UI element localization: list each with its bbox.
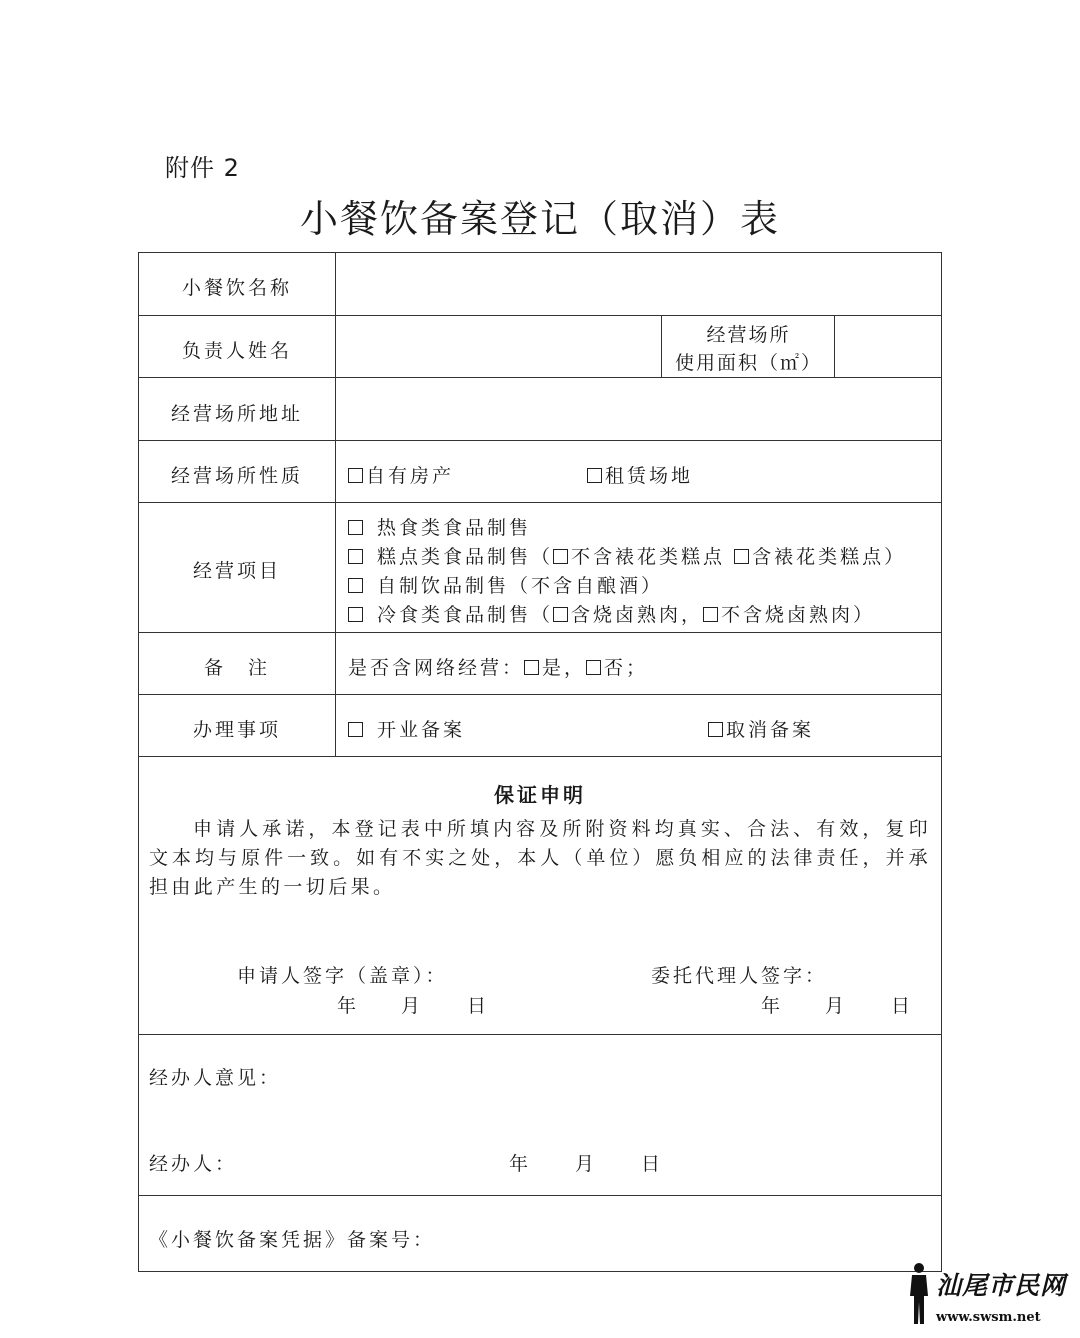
column-divider	[335, 253, 336, 756]
standing-person-icon	[906, 1262, 932, 1326]
checkbox[interactable]	[348, 468, 363, 483]
checkbox[interactable]	[703, 607, 718, 622]
small-catering-name-label: 小餐饮名称	[181, 277, 292, 299]
row-divider	[139, 694, 941, 695]
agent-signature-field[interactable]	[819, 953, 934, 987]
cold-food-item[interactable]: 冷食类食品制售（ 含烧卤熟肉， 不含烧卤熟肉）	[348, 600, 875, 627]
column-divider	[661, 315, 662, 377]
handler-date-year: 年	[509, 1153, 532, 1175]
pastry-item[interactable]: 糕点类食品制售（ 不含裱花类糕点 含裱花类糕点）	[348, 542, 906, 569]
business-items-label: 经营项目	[192, 560, 281, 582]
checkbox[interactable]	[348, 549, 363, 564]
applicant-date-month: 月	[401, 995, 424, 1017]
site-watermark	[902, 1262, 1072, 1332]
checkbox[interactable]	[734, 549, 749, 564]
checkbox[interactable]	[553, 549, 568, 564]
premises-address-field[interactable]	[337, 378, 941, 440]
registration-form	[138, 252, 942, 1272]
small-catering-name-field[interactable]	[337, 253, 941, 315]
online-business-question[interactable]: 是否含网络经营： 是， 否；	[348, 657, 649, 679]
watermark-url: www.swsm.net	[936, 1310, 1041, 1325]
checkbox[interactable]	[708, 722, 723, 737]
matter-label: 办理事项	[192, 719, 281, 741]
agent-signature-label: 委托代理人签字：	[651, 965, 828, 987]
person-in-charge-label: 负责人姓名	[181, 340, 292, 362]
open-filing-option[interactable]: 开业备案	[348, 715, 465, 742]
leased-premises-option[interactable]: 租赁场地	[587, 461, 693, 488]
applicant-date-day: 日	[467, 995, 490, 1017]
handler-date-day: 日	[641, 1153, 664, 1175]
premises-address-label: 经营场所地址	[170, 403, 303, 425]
checkbox[interactable]	[348, 722, 363, 737]
handler-label: 经办人：	[149, 1153, 238, 1175]
cancel-filing-option[interactable]: 取消备案	[708, 715, 814, 742]
checkbox[interactable]	[553, 607, 568, 622]
agent-date-day: 日	[891, 995, 914, 1017]
applicant-signature-label: 申请人签字（盖章）：	[237, 965, 448, 987]
checkbox[interactable]	[587, 468, 602, 483]
checkbox[interactable]	[348, 578, 363, 593]
hot-food-item[interactable]: 热食类食品制售	[348, 513, 531, 540]
row-divider	[139, 1034, 941, 1035]
homemade-drinks-item[interactable]: 自制饮品制售（不含自酿酒）	[348, 571, 663, 598]
agent-date-year: 年	[761, 995, 784, 1017]
row-divider	[139, 632, 941, 633]
applicant-signature-field[interactable]	[469, 953, 619, 987]
handler-opinion-field[interactable]	[279, 1048, 929, 1128]
premises-area-field[interactable]	[836, 316, 941, 377]
checkbox[interactable]	[348, 520, 363, 535]
record-number-field[interactable]	[429, 1215, 929, 1255]
premises-area-label-line2: 使用面积（㎡）	[674, 352, 822, 374]
row-divider	[139, 1195, 941, 1196]
premises-nature-label: 经营场所性质	[170, 465, 303, 487]
checkbox[interactable]	[586, 660, 601, 675]
page-title: 小餐饮备案登记（取消）表	[299, 197, 780, 241]
own-property-option[interactable]: 自有房产	[348, 461, 454, 488]
watermark-site-name: 汕尾市民网	[936, 1271, 1067, 1300]
premises-area-label-line1: 经营场所	[706, 324, 791, 346]
remarks-label: 备 注	[203, 657, 270, 679]
attachment-label: 附件 2	[165, 154, 240, 182]
checkbox[interactable]	[348, 607, 363, 622]
declaration-body: 申请人承诺，本登记表中所填内容及所附资料均真实、合法、有效，复印文本均与原件一致。如有不实之处，本人（单位）愿负相应的法律责任，并承担由此产生的一切后果。	[149, 818, 931, 898]
agent-date-month: 月	[825, 995, 848, 1017]
applicant-date-year: 年	[337, 995, 360, 1017]
row-divider	[139, 502, 941, 503]
person-in-charge-field[interactable]	[337, 316, 660, 377]
row-divider	[139, 440, 941, 441]
checkbox[interactable]	[524, 660, 539, 675]
record-number-label: 《小餐饮备案凭据》备案号：	[149, 1229, 436, 1251]
column-divider	[834, 315, 835, 377]
handler-opinion-label: 经办人意见：	[149, 1067, 282, 1089]
row-divider	[139, 756, 941, 757]
declaration-title: 保证申明	[494, 783, 586, 807]
handler-date-month: 月	[575, 1153, 598, 1175]
handler-signature-field[interactable]	[229, 1141, 499, 1175]
